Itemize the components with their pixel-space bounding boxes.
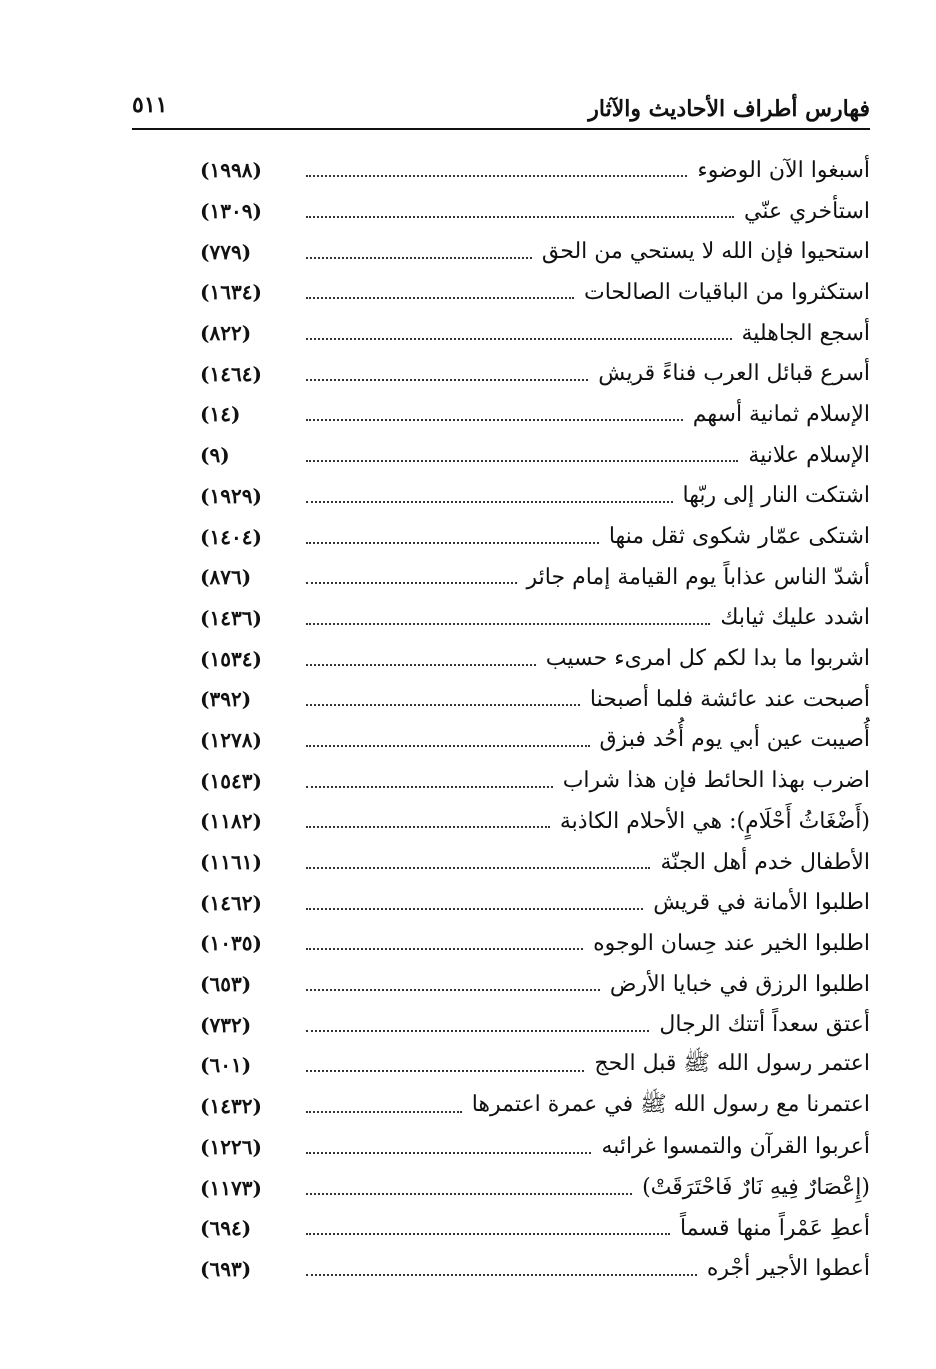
entry-reference-number: (١٦٣٤)	[200, 280, 262, 305]
index-entry	[200, 760, 870, 801]
dot-leader	[306, 1233, 670, 1235]
dot-leader	[306, 1070, 584, 1072]
index-entry	[200, 557, 870, 598]
entry-reference-number: (٦٩٣)	[200, 1256, 252, 1281]
index-entry	[200, 313, 870, 354]
dot-leader	[306, 664, 536, 666]
dot-leader	[306, 257, 532, 259]
entry-reference-number: (٨٧٦)	[200, 565, 252, 590]
entry-text: اطلبوا الخير عند حِسان الوجوه	[593, 930, 870, 956]
index-entry	[200, 882, 870, 923]
dot-leader	[306, 704, 580, 706]
dot-leader	[306, 338, 732, 340]
index-entry	[200, 842, 870, 883]
index-entry	[200, 1045, 870, 1086]
entry-reference-number: (١١٧٣)	[200, 1175, 262, 1200]
dot-leader	[306, 1193, 632, 1195]
hadith-index-list	[200, 150, 870, 1289]
dot-leader	[306, 542, 599, 544]
entry-text: أعطِ عَمْراً منها قسماً	[679, 1215, 870, 1241]
index-entry	[200, 353, 870, 394]
entry-text: أصبحت عند عائشة فلما أصبحنا	[589, 686, 870, 712]
entry-reference-number: (٦٥٣)	[200, 972, 252, 997]
index-entry	[200, 150, 870, 191]
entry-reference-number: (١٤٦٤)	[200, 361, 262, 386]
entry-text: استكثروا من الباقيات الصالحات	[584, 279, 870, 305]
index-entry	[200, 231, 870, 272]
index-entry	[200, 679, 870, 720]
entry-text: اطلبوا الأمانة في قريش	[653, 890, 870, 916]
entry-reference-number: (٨٢٢)	[200, 321, 252, 346]
entry-reference-number: (٧٧٩)	[200, 239, 252, 264]
index-entry	[200, 272, 870, 313]
index-entry	[200, 1004, 870, 1045]
dot-leader	[306, 175, 687, 177]
entry-reference-number: (٩)	[200, 443, 230, 468]
entry-text: الإسلام ثمانية أسهم	[692, 401, 870, 427]
dot-leader	[306, 989, 600, 991]
dot-leader	[306, 1274, 697, 1276]
entry-text: (أَضْغَاثُ أَحْلَامٍ): هي الأحلام الكاذبة	[559, 808, 870, 834]
index-entry	[200, 516, 870, 557]
index-entry	[200, 1167, 870, 1208]
dot-leader	[306, 745, 590, 747]
entry-text: اطلبوا الرزق في خبايا الأرض	[609, 971, 870, 997]
index-entry	[200, 598, 870, 639]
entry-reference-number: (١٩٩٨)	[200, 158, 262, 183]
entry-reference-number: (١١٦١)	[200, 850, 262, 875]
entry-text: أعطوا الأجير أجْره	[706, 1256, 870, 1282]
dot-leader	[306, 1030, 649, 1032]
dot-leader	[306, 460, 738, 462]
index-entry	[200, 923, 870, 964]
dot-leader	[306, 582, 517, 584]
entry-reference-number: (١٥٤٣)	[200, 768, 262, 793]
entry-text: اعتمرنا مع رسول الله ﷺ في عمرة اعتمرها	[471, 1092, 870, 1118]
entry-text: (إِعْصَارٌ فِيهِ نَارٌ فَاحْتَرَقَتْ)	[642, 1175, 870, 1201]
entry-reference-number: (٧٣٢)	[200, 1012, 252, 1037]
entry-reference-number: (١٤)	[200, 402, 241, 427]
entry-reference-number: (٦٩٤)	[200, 1216, 252, 1241]
entry-text: أسرع قبائل العرب فناءً قريش	[598, 361, 870, 387]
dot-leader	[306, 297, 574, 299]
entry-text: اشتكى عمّار شكوى ثقل منها	[608, 524, 870, 550]
entry-text: الإسلام علانية	[748, 442, 870, 468]
entry-text: أعربوا القرآن والتمسوا غرائبه	[601, 1134, 870, 1160]
index-entry	[200, 801, 870, 842]
index-entry	[200, 1086, 870, 1127]
dot-leader	[306, 379, 588, 381]
dot-leader	[306, 1152, 591, 1154]
entry-text: الأطفال خدم أهل الجنّة	[660, 849, 870, 875]
entry-reference-number: (١٠٣٥)	[200, 931, 262, 956]
page-number: ٥١١	[132, 92, 168, 118]
entry-text: اشتكت النار إلى ربّها	[682, 483, 870, 509]
entry-reference-number: (١٢٧٨)	[200, 727, 262, 752]
entry-reference-number: (٣٩٢)	[200, 687, 252, 712]
index-entry	[200, 638, 870, 679]
entry-reference-number: (١٥٣٤)	[200, 646, 262, 671]
running-title: فهارس أطراف الأحاديث والآثار	[588, 96, 870, 122]
dot-leader	[306, 1111, 462, 1113]
entry-text: استحيوا فإن الله لا يستحي من الحق	[541, 239, 870, 265]
index-entry	[200, 720, 870, 761]
dot-leader	[306, 948, 583, 950]
index-entry	[200, 964, 870, 1005]
index-entry	[200, 191, 870, 232]
dot-leader	[306, 419, 683, 421]
dot-leader	[306, 216, 734, 218]
index-entry	[200, 1127, 870, 1168]
entry-reference-number: (١١٨٢)	[200, 809, 262, 834]
entry-text: أُصيبت عين أبي يوم أُحُد فبزق	[599, 727, 870, 753]
page-header	[132, 88, 870, 130]
dot-leader	[306, 623, 710, 625]
entry-text: أسبغوا الآن الوضوء	[697, 157, 870, 183]
entry-text: اضرب بهذا الحائط فإن هذا شراب	[562, 768, 870, 794]
entry-reference-number: (١٤٦٢)	[200, 890, 262, 915]
index-entry	[200, 394, 870, 435]
entry-text: اشربوا ما بدا لكم كل امرىء حسيب	[545, 646, 870, 672]
entry-text: اشدد عليك ثيابك	[720, 605, 870, 631]
entry-reference-number: (١٩٢٩)	[200, 483, 262, 508]
entry-text: استأخري عنّي	[744, 198, 870, 224]
index-entry	[200, 435, 870, 476]
dot-leader	[306, 826, 550, 828]
index-entry	[200, 1249, 870, 1290]
index-entry	[200, 1208, 870, 1249]
dot-leader	[306, 908, 643, 910]
entry-text: أعتق سعداً أتتك الرجال	[659, 1012, 870, 1038]
dot-leader	[306, 501, 673, 503]
entry-reference-number: (١٤٣٢)	[200, 1094, 262, 1119]
index-entry	[200, 476, 870, 517]
dot-leader	[306, 867, 650, 869]
entry-reference-number: (١٢٢٦)	[200, 1134, 262, 1159]
entry-reference-number: (٦٠١)	[200, 1053, 252, 1078]
dot-leader	[306, 786, 553, 788]
entry-reference-number: (١٣٠٩)	[200, 199, 262, 224]
entry-reference-number: (١٤٣٦)	[200, 605, 262, 630]
entry-text: أشدّ الناس عذاباً يوم القيامة إمام جائر	[526, 564, 870, 590]
entry-text: اعتمر رسول الله ﷺ قبل الحج	[594, 1051, 870, 1077]
entry-text: أسجع الجاهلية	[741, 320, 870, 346]
entry-reference-number: (١٤٠٤)	[200, 524, 262, 549]
